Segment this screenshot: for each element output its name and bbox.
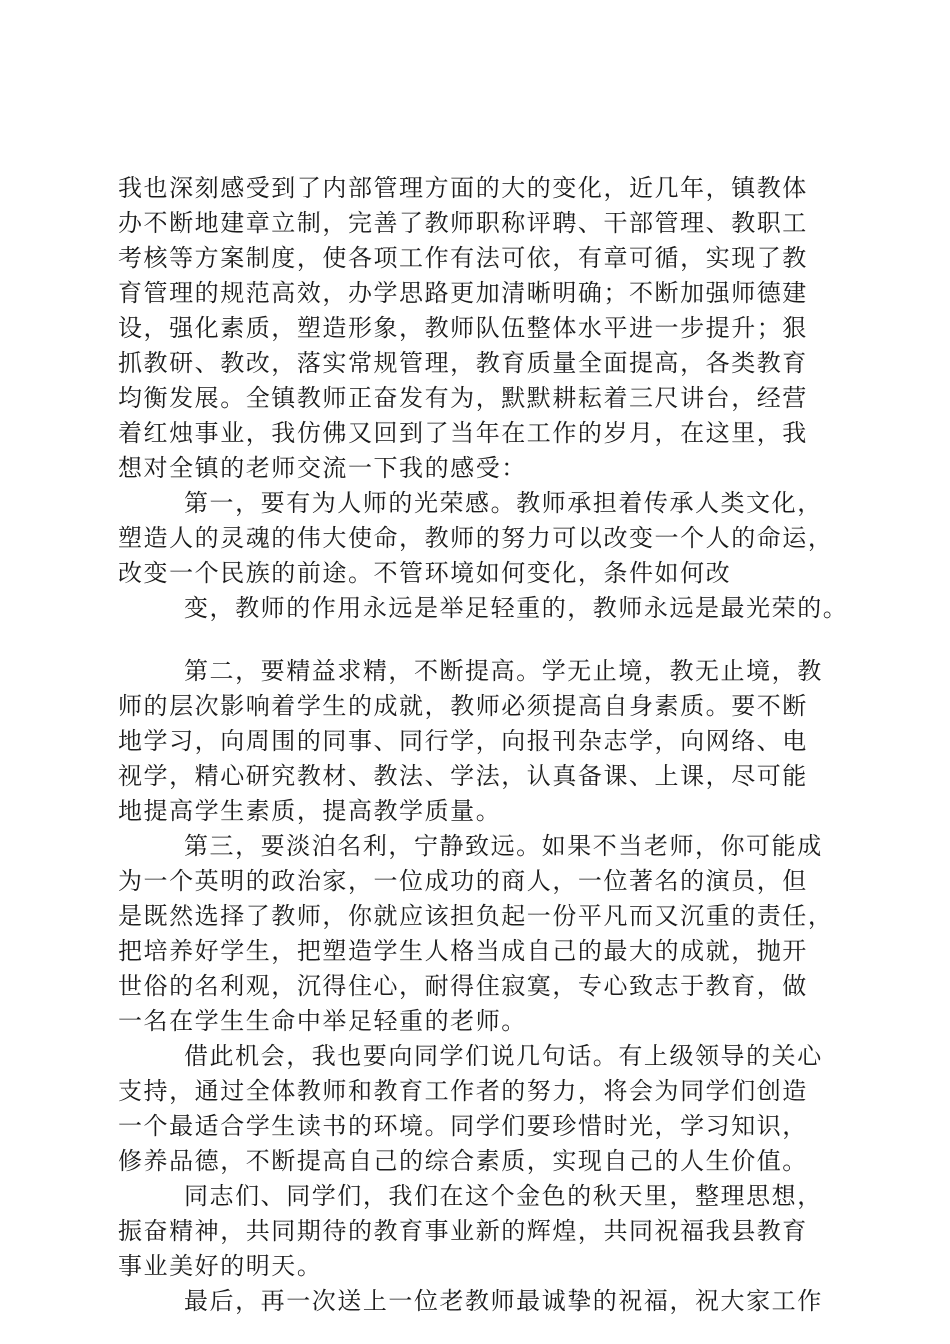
text-line: 考核等方案制度，使各项工作有法可依，有章可循，实现了教: [118, 244, 808, 272]
text-line: 第一，要有为人师的光荣感。教师承担着传承人类文化，: [184, 489, 823, 517]
text-line: 办不断地建章立制，完善了教师职称评聘、干部管理、教职工: [118, 209, 808, 237]
text-line: 同志们、同学们，我们在这个金色的秋天里，整理思想，: [184, 1182, 823, 1210]
text-line: 均衡发展。全镇教师正奋发有为，默默耕耘着三尺讲台，经营: [118, 384, 808, 412]
text-line: 地提高学生素质，提高教学质量。: [118, 797, 502, 825]
text-line: 最后，再一次送上一位老教师最诚挚的祝福，祝大家工作: [184, 1287, 823, 1315]
text-line: 设，强化素质，塑造形象，教师队伍整体水平进一步提升；狠: [118, 314, 808, 342]
text-line: 借此机会，我也要向同学们说几句话。有上级领导的关心: [184, 1042, 823, 1070]
text-line: 视学，精心研究教材、教法、学法，认真备课、上课，尽可能: [118, 762, 808, 790]
text-line: 事业美好的明天。: [118, 1252, 323, 1280]
text-line: 世俗的名利观，沉得住心，耐得住寂寞，专心致志于教育，做: [118, 972, 808, 1000]
text-line: 想对全镇的老师交流一下我的感受：: [118, 454, 527, 482]
text-line: 第三，要淡泊名利，宁静致远。如果不当老师，你可能成: [184, 832, 823, 860]
text-line: 改变一个民族的前途。不管环境如何变化，条件如何改: [118, 559, 732, 587]
text-line: 抓教研、教改，落实常规管理，教育质量全面提高，各类教育: [118, 349, 808, 377]
text-line: 第二，要精益求精，不断提高。学无止境，教无止境，教: [184, 657, 823, 685]
text-line: 师的层次影响着学生的成就，教师必须提高自身素质。要不断: [118, 692, 808, 720]
text-line: 一名在学生生命中举足轻重的老师。: [118, 1007, 527, 1035]
text-line: 变，教师的作用永远是举足轻重的，教师永远是最光荣的。: [184, 594, 849, 622]
text-line: 是既然选择了教师，你就应该担负起一份平凡而又沉重的责任，: [118, 902, 834, 930]
text-line: 塑造人的灵魂的伟大使命，教师的努力可以改变一个人的命运，: [118, 524, 834, 552]
text-line: 把培养好学生，把塑造学生人格当成自己的最大的成就，抛开: [118, 937, 808, 965]
text-line: 修养品德，不断提高自己的综合素质，实现自己的人生价值。: [118, 1147, 808, 1175]
text-line: 着红烛事业，我仿佛又回到了当年在工作的岁月，在这里，我: [118, 419, 808, 447]
text-line: 育管理的规范高效，办学思路更加清晰明确；不断加强师德建: [118, 279, 808, 307]
text-line: 支持，通过全体教师和教育工作者的努力，将会为同学们创造: [118, 1077, 808, 1105]
text-line: 为一个英明的政治家，一位成功的商人，一位著名的演员，但: [118, 867, 808, 895]
text-line: 我也深刻感受到了内部管理方面的大的变化，近几年，镇教体: [118, 174, 808, 202]
text-line: 振奋精神，共同期待的教育事业新的辉煌，共同祝福我县教育: [118, 1217, 808, 1245]
text-line: 一个最适合学生读书的环境。同学们要珍惜时光，学习知识，: [118, 1112, 808, 1140]
text-line: 地学习，向周围的同事、同行学，向报刊杂志学，向网络、电: [118, 727, 808, 755]
